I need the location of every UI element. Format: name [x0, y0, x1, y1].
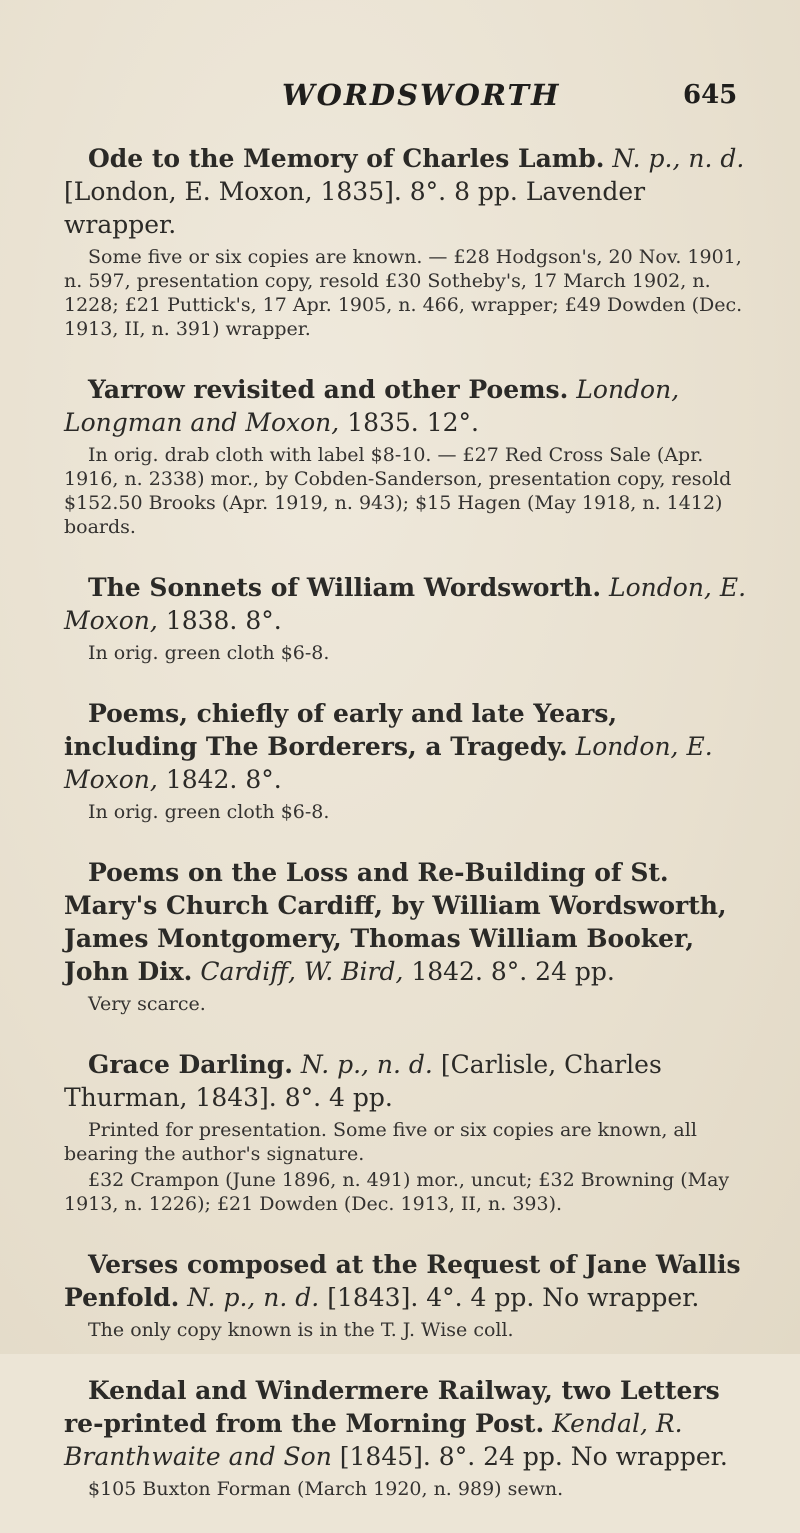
entry-details: [London, E. Moxon, 1835]. 8°. 8 pp. Lavender wrapper. [64, 177, 646, 239]
entry-title: Ode to the Memory of Charles Lamb. [88, 144, 605, 173]
entry-kendal-railway [64, 1374, 754, 1501]
entry-title: Poems on the Loss and Re-Building of St. Mary's Church Cardiff, by William Wordsworth, James Montgomery, Thomas William Booker, John Dix. [64, 858, 727, 986]
entry-title: Yarrow revisited and other Poems. [88, 375, 569, 404]
entry-ode-charles-lamb [64, 142, 754, 341]
page-number: 645 [683, 80, 738, 110]
entry-imprint: Cardiff, W. Bird, [200, 957, 404, 986]
page-header [0, 78, 800, 118]
entry-heading [64, 373, 754, 439]
entry-details: [Carlisle, Charles Thurman, 1843]. 8°. 4 pp. [64, 1050, 662, 1112]
entry-note: Some five or six copies are known. — £28 Hodgson's, 20 Nov. 1901, n. 597, presentation copy, resold £30 Sotheby's, 17 March 1902, n. 1228; £21 Puttick's, 17 Apr. 1905, n. 466, wrapper; £49 Dowden (Dec. 1913, II, n. 391) wrapper. [64, 246, 743, 340]
entry-details: 1842. 8°. [165, 765, 282, 794]
entry-details: [1843]. 4°. 4 pp. No wrapper. [327, 1283, 700, 1312]
entry-note: In orig. green cloth $6-8. [88, 642, 330, 664]
entry-title: Poems, chiefly of early and late Years, including The Borderers, a Tragedy. [64, 699, 618, 761]
entry-imprint: N. p., n. d. [187, 1283, 320, 1312]
entry-imprint: London, Longman and Moxon, [64, 375, 680, 437]
entry-heading [64, 697, 754, 796]
entry-title: Verses composed at the Request of Jane Wallis Penfold. [64, 1250, 741, 1312]
entry-poems-chiefly [64, 697, 754, 824]
bibliography-entries [64, 142, 754, 1533]
entry-imprint: Kendal, R. Branthwaite and Son [64, 1409, 683, 1471]
entry-details: 1842. 8°. 24 pp. [411, 957, 615, 986]
entry-note: In orig. green cloth $6-8. [88, 801, 330, 823]
entry-heading [64, 1048, 754, 1114]
entry-heading [64, 856, 754, 988]
entry-imprint: London, E. Moxon, [64, 732, 713, 794]
entry-imprint: N. p., n. d. [300, 1050, 433, 1079]
entry-grace-darling [64, 1048, 754, 1216]
entry-heading [64, 571, 754, 637]
running-head: WORDSWORTH [282, 78, 561, 112]
entry-details: 1838. 8°. [165, 606, 282, 635]
entry-note: £32 Crampon (June 1896, n. 491) mor., uncut; £32 Browning (May 1913, n. 1226); £21 Dowden (Dec. 1913, II, n. 393). [64, 1169, 730, 1215]
entry-title: Grace Darling. [88, 1050, 293, 1079]
entry-heading [64, 1248, 754, 1314]
entry-details: 1835. 12°. [347, 408, 479, 437]
entry-st-marys-cardiff [64, 856, 754, 1016]
entry-heading [64, 1374, 754, 1473]
entry-title: Kendal and Windermere Railway, two Letters re-printed from the Morning Post. [64, 1376, 720, 1438]
entry-note: In orig. drab cloth with label $8-10. — £27 Red Cross Sale (Apr. 1916, n. 2338) mor., by Cobden-Sanderson, presentation copy, resold $152.50 Brooks (Apr. 1919, n. 943); $15 Hagen (May 1918, n. 1412) boards. [64, 444, 732, 538]
entry-note: The only copy known is in the T. J. Wise coll. [88, 1319, 514, 1341]
entry-yarrow-revisited [64, 373, 754, 539]
entry-heading [64, 142, 754, 241]
entry-title: The Sonnets of William Wordsworth. [88, 573, 602, 602]
entry-note: $105 Buxton Forman (March 1920, n. 989) sewn. [88, 1478, 564, 1500]
entry-imprint: London, E. Moxon, [64, 573, 747, 635]
entry-verses-penfold [64, 1248, 754, 1342]
entry-note: Printed for presentation. Some five or six copies are known, all bearing the author's signature. [64, 1119, 697, 1165]
entry-imprint: N. p., n. d. [612, 144, 745, 173]
entry-note: Very scarce. [88, 993, 206, 1015]
entry-details: [1845]. 8°. 24 pp. No wrapper. [339, 1442, 728, 1471]
entry-sonnets [64, 571, 754, 665]
